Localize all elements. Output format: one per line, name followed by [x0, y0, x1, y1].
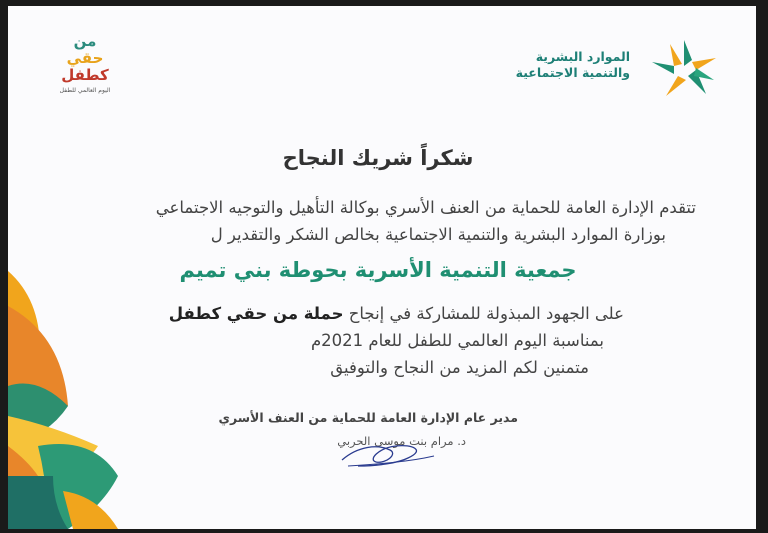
campaign-logo-word1: من — [73, 32, 97, 50]
campaign-logo-word3: كطفل — [61, 66, 109, 84]
ministry-name-line2: والتنمية الاجتماعية — [515, 65, 630, 80]
campaign-logo — [42, 32, 128, 112]
ministry-name — [516, 49, 630, 81]
signatory-name: د. مرام بنت موسى الحربي — [337, 434, 466, 448]
body-line-2: بمناسبة اليوم العالمي للطفل للعام 2021م — [310, 331, 604, 350]
body-line-1-start: على الجهود المبذولة للمشاركة في إنجاح — [343, 304, 624, 323]
body-line-3: متمنين لكم المزيد من النجاح والتوفيق — [330, 358, 589, 377]
ministry-name-line1: الموارد البشرية — [535, 49, 630, 64]
ministry-logo — [515, 36, 720, 100]
campaign-logo-word2: حقي — [66, 49, 104, 67]
campaign-name: حملة من حقي كطفل — [168, 304, 344, 323]
campaign-logo-tagline: اليوم العالمي للطفل — [59, 87, 111, 94]
ministry-star-icon — [648, 36, 720, 100]
intro-line-2: بوزارة الموارد البشرية والتنمية الاجتماعية بخالص الشكر والتقدير ل — [210, 225, 666, 244]
certificate-sheet — [8, 6, 756, 529]
handwritten-signature — [338, 436, 438, 472]
body-line-1 — [169, 304, 624, 323]
intro-line-1: تتقدم الإدارة العامة للحماية من العنف الأسري بوكالة التأهيل والتوجيه الاجتماعي — [155, 198, 696, 217]
certificate-title: شكراً شريك النجاح — [282, 146, 474, 170]
signatory-title: مدير عام الإدارة العامة للحماية من العنف الأسري — [218, 410, 518, 425]
recipient-organization: جمعية التنمية الأسرية بحوطة بني تميم — [179, 258, 577, 282]
